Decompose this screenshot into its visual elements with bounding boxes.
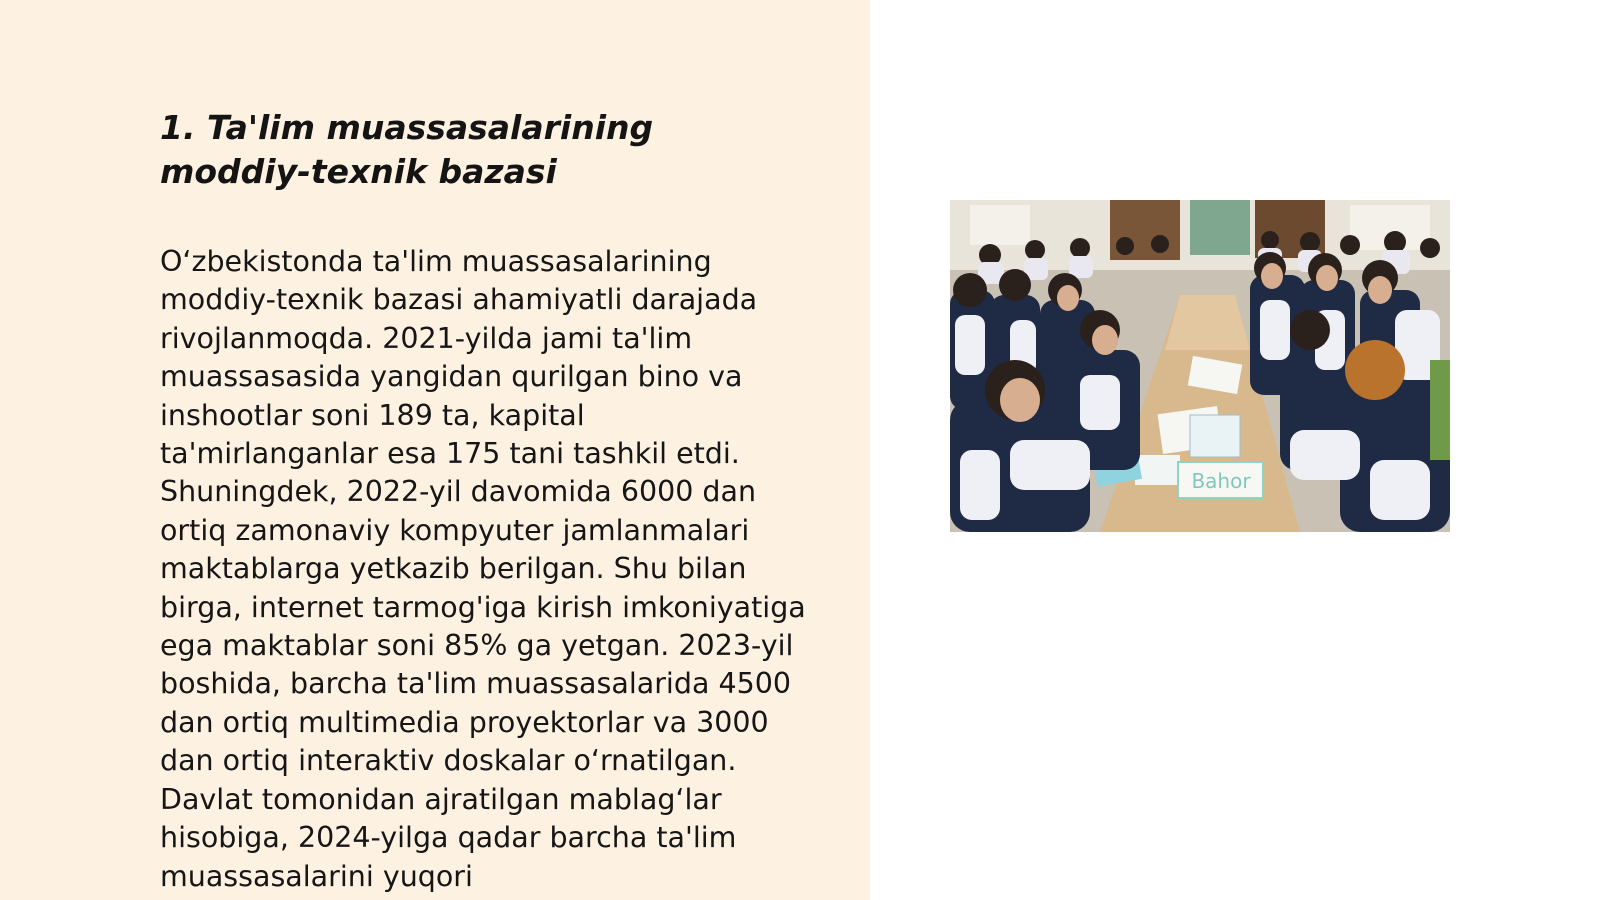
slide-body-text: O‘zbekistonda ta'lim muassasalarining moddiy-texnik bazasi ahamiyatli darajada rivojlanmoqda. 2021-yilda jami ta'lim muassasasida yangidan qurilgan bino va inshootlar soni 189 ta, kapital ta'mirlanganlar esa 175 tani tashkil etdi. Shuningdek, 2022-yil davomida 6000 dan ortiq zamonaviy kompyuter jamlanmalari maktablarga yetkazib berilgan. Shu bilan birga, internet tarmog'iga kirish imkoniyatiga ega maktablar soni 85% ga yetgan. 2023-yil boshida, barcha ta'lim muassasalarida 4500 dan ortiq multimedia proyektorlar va 3000 dan ortiq interaktiv doskalar o‘rnatilgan. Davlat tomonidan ajratilgan mablag‘lar hisobiga, 2024-yilga qadar barcha ta'lim muassasalarini yuqori [160,245,806,893]
slide-title: 1. Ta'lim muassasalarining moddiy-texnik bazasi [160,108,654,191]
table-sign-text: Bahor [1191,469,1251,493]
classroom-photo [950,200,1450,532]
